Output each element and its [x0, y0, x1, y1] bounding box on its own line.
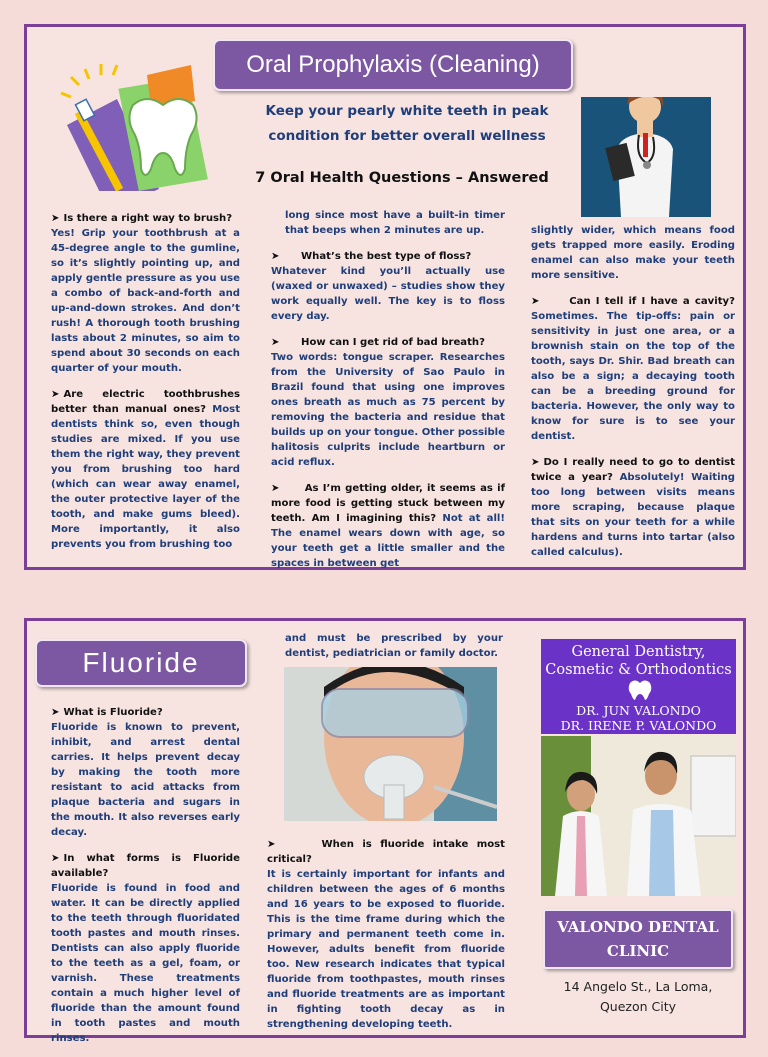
- column-3: [531, 223, 735, 571]
- arrow-bullet-icon: ➤: [271, 251, 280, 262]
- answer: Not at all! The enamel wears down with age, so your teeth get a little smaller and the spaces in between get: [271, 513, 505, 569]
- answer: Whatever kind you’ll actually use (waxed or unwaxed) – studies show they work equally well. The key is to floss every day.: [271, 266, 505, 322]
- question: What is Fluoride?: [63, 707, 163, 718]
- tagline-line: Keep your pearly white teeth in peak: [265, 103, 549, 119]
- arrow-bullet-icon: ➤: [51, 213, 60, 224]
- oral-prophylaxis-panel: [24, 24, 746, 570]
- column-2: [271, 208, 505, 582]
- answer: Two words: tongue scraper. Researches from the University of Sao Paulo in Brazil found that using one improves ones breath as much as 75 percent by removing the bacteria and residue that builds up on your tongue. Other possible halitosis culprits include heartburn or acid reflux.: [271, 352, 505, 468]
- question: Can I tell if I have a cavity?: [569, 296, 735, 307]
- question: Is there a right way to brush?: [63, 213, 233, 224]
- answer: Fluoride is known to prevent, inhibit, and arrest dental carries. It helps prevent decay by making the tooth more resistant to acid attacks from plaque bacteria and sugars in the mouth. It also reverses early decay.: [51, 722, 240, 838]
- answer: long since most have a built-in timer that beeps when 2 minutes are up.: [285, 210, 505, 236]
- column-2-top: [269, 631, 503, 672]
- arrow-bullet-icon: ➤: [271, 483, 280, 494]
- answer: Absolutely! Waiting too long between visits means more scraping, because plaque that sits on your teeth for a while hardens and turns into tartar (also called calculus).: [531, 472, 735, 558]
- arrow-bullet-icon: ➤: [267, 839, 276, 850]
- dentists-photo: [541, 736, 736, 896]
- arrow-bullet-icon: ➤: [51, 853, 60, 864]
- section-title: Oral Prophylaxis (Cleaning): [213, 39, 573, 91]
- answer: It is certainly important for infants and children between the ages of 6 months and 16 years to be exposed to fluoride. This is the time frame during which the primary and permanent teeth come in. However, adults benefit from fluoride too. New research indicates that typical fluoride from toothpastes, mouth rinses and fluoride treatments are as important in fighting tooth decay as in strengthening developing teeth.: [267, 869, 505, 1030]
- column-1: [51, 211, 240, 563]
- arrow-bullet-icon: ➤: [531, 296, 540, 307]
- arrow-bullet-icon: ➤: [51, 707, 60, 718]
- question: As I’m getting older, it seems as if more food is getting stuck between my teeth. Am I imagining this?: [271, 483, 505, 524]
- section-title: Fluoride: [35, 639, 247, 687]
- question: Do I really need to go to dentist twice a year?: [531, 457, 735, 483]
- toothbrush-tooth-icon: [59, 61, 209, 191]
- address-line: Quezon City: [599, 999, 677, 1014]
- fluoride-panel: [24, 618, 746, 1044]
- column-2: [267, 837, 505, 1043]
- clinic-name: VALONDO DENTAL: [557, 918, 719, 936]
- arrow-bullet-icon: ➤: [51, 389, 60, 400]
- answer: Yes! Grip your toothbrush at a 45-degree angle to the gumline, so it’s slightly pointing up, and apply gentle pressure as you use a combo of back-and-forth and up-and-down strokes. And don’t rush! A thorough tooth brushing lasts about 2 minutes, so aim to spend about 30 seconds on each quarter of your mouth.: [51, 228, 240, 374]
- doctor-name: DR. IRENE P. VALONDO: [560, 718, 717, 733]
- doctor-name: DR. JUN VALONDO: [576, 703, 701, 718]
- column-1: [51, 705, 240, 1057]
- clinic-header: [541, 639, 736, 734]
- answer: Sometimes. The tip-offs: pain or sensitivity in just one area, or a brownish stain on the top of the tooth, says Dr. Shir. Bad breath can also be a sign; a decaying tooth can be a breeding ground for bacteria. However, the only way to know for sure is to see your dentist.: [531, 311, 735, 442]
- answer: Fluoride is found in food and water. It can be directly applied to the teeth through fluoridated tooth pastes and mouth rinses. Dentists can also apply fluoride to the teeth as a gel, foam, or varnish. These treatments contain a much higher level of fluoride than the amount found in tooth pastes and mouth rinses.: [51, 883, 240, 1044]
- clinic-name: CLINIC: [606, 942, 670, 960]
- answer: Most dentists think so, even though studies are mixed. If you use them the right way, they prevent you from brushing too hard (which can wear away enamel, the outer protective layer of the tooth, and make gums bleed). More importantly, it also prevents you from brushing too: [51, 404, 241, 550]
- tagline-line: condition for better overall wellness: [268, 128, 546, 144]
- clinic-address: [543, 977, 733, 1017]
- question: How can I get rid of bad breath?: [301, 337, 485, 348]
- clinic-name-box: [543, 909, 733, 969]
- services-line: General Dentistry,: [571, 644, 706, 660]
- arrow-bullet-icon: ➤: [531, 457, 540, 468]
- question: Are electric toothbrushes better than manual ones?: [51, 389, 240, 415]
- subtitle: 7 Oral Health Questions – Answered: [255, 170, 549, 186]
- tooth-logo-icon: [627, 679, 653, 701]
- arrow-bullet-icon: ➤: [271, 337, 280, 348]
- question: What’s the best type of floss?: [301, 251, 472, 262]
- answer: slightly wider, which means food gets trapped more easily. Eroding enamel can also make your teeth more sensitive.: [531, 225, 735, 281]
- doctor-illustration: [581, 97, 711, 217]
- tagline: [237, 99, 577, 149]
- question: In what forms is Fluoride available?: [51, 853, 240, 879]
- address-line: 14 Angelo St., La Loma,: [563, 979, 713, 994]
- fluoride-treatment-photo: [284, 667, 497, 821]
- question: When is fluoride intake most critical?: [267, 839, 505, 865]
- answer: and must be prescribed by your dentist, pediatrician or family doctor.: [285, 633, 503, 659]
- services-line: Cosmetic & Orthodontics: [545, 662, 732, 678]
